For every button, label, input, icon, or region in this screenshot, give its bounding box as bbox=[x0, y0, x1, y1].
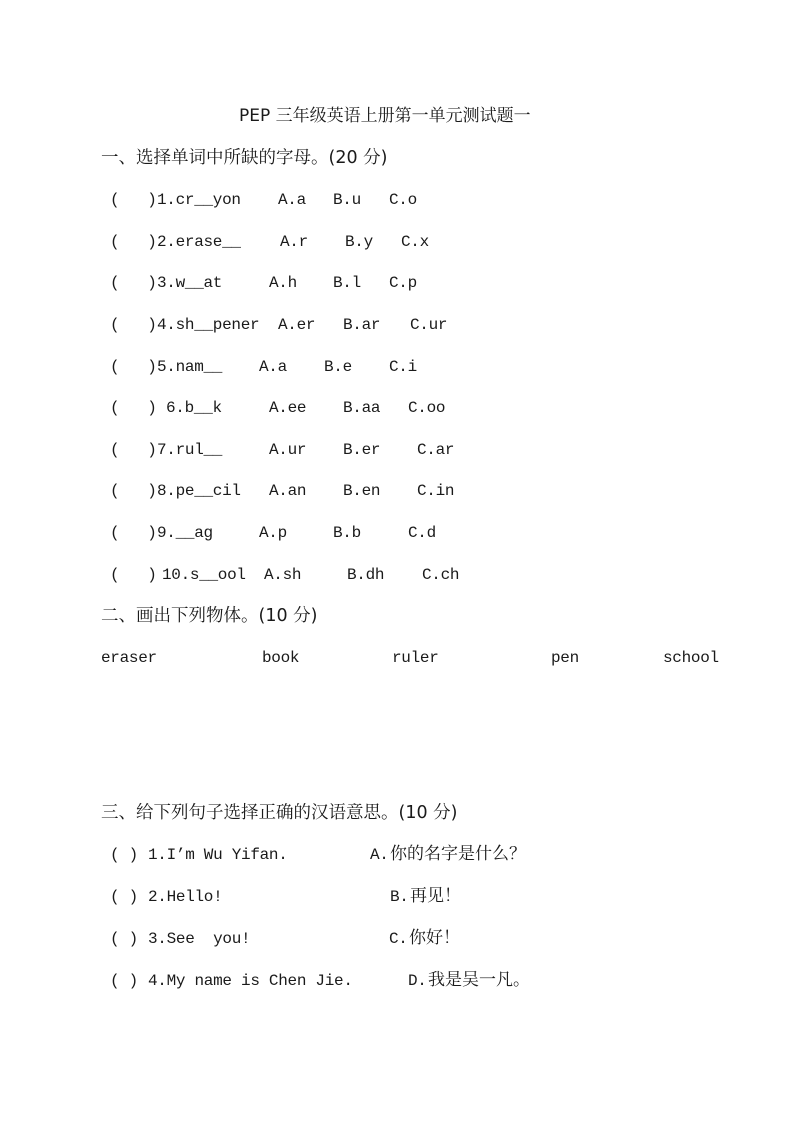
draw-word-ruler: ruler bbox=[392, 649, 439, 667]
english-sentence: 2.Hello! bbox=[148, 888, 223, 906]
option-a: A.sh bbox=[264, 566, 302, 584]
option-c: C.p bbox=[389, 274, 417, 292]
chinese-meaning: 你的名字是什么？ bbox=[390, 844, 526, 864]
answer-blank[interactable]: ( ) bbox=[110, 888, 138, 906]
question-word: 3.w__at bbox=[157, 274, 223, 292]
option-a: A.er bbox=[278, 316, 316, 334]
answer-blank[interactable]: ( ) bbox=[110, 191, 157, 209]
option-letter: B. bbox=[390, 888, 409, 906]
option-a: A.p bbox=[259, 524, 287, 542]
section-1-heading: 一、选择单词中所缺的字母。(20 分) bbox=[101, 148, 388, 168]
option-c: C.d bbox=[408, 524, 436, 542]
option-a: A.an bbox=[269, 482, 307, 500]
question-word: 7.rul__ bbox=[157, 441, 223, 459]
answer-blank[interactable]: ( ) bbox=[110, 274, 157, 292]
answer-blank[interactable]: ( ) bbox=[110, 846, 138, 864]
question-word: 9.__ag bbox=[157, 524, 213, 542]
option-b: B.en bbox=[343, 482, 381, 500]
answer-blank[interactable]: ( ) bbox=[110, 399, 157, 417]
question-word: 2.erase__ bbox=[157, 233, 241, 251]
answer-blank[interactable]: ( ) bbox=[110, 930, 138, 948]
option-b: B.er bbox=[343, 441, 381, 459]
option-a: A.h bbox=[269, 274, 297, 292]
option-c: C.ch bbox=[422, 566, 460, 584]
section-2-heading: 二、画出下列物体。(10 分) bbox=[101, 606, 318, 626]
option-b: B.l bbox=[333, 274, 361, 292]
option-c: C.o bbox=[389, 191, 417, 209]
answer-blank[interactable]: ( ) bbox=[110, 316, 157, 334]
answer-blank[interactable]: ( ) bbox=[110, 233, 157, 251]
option-c: C.ar bbox=[417, 441, 455, 459]
answer-blank[interactable]: ( ) bbox=[110, 972, 138, 990]
chinese-meaning: 再见！ bbox=[410, 886, 461, 906]
page-title: PEP 三年级英语上册第一单元测试题一 bbox=[239, 106, 531, 126]
option-b: B.ar bbox=[343, 316, 381, 334]
option-a: A.r bbox=[280, 233, 308, 251]
question-word: 10.s__ool bbox=[162, 566, 246, 584]
question-word: 1.cr__yon bbox=[157, 191, 241, 209]
option-c: C.in bbox=[417, 482, 455, 500]
draw-word-book: book bbox=[262, 649, 300, 667]
option-c: C.x bbox=[401, 233, 429, 251]
option-letter: C. bbox=[389, 930, 408, 948]
chinese-meaning: 我是吴一凡。 bbox=[428, 970, 530, 990]
question-word: 8.pe__cil bbox=[157, 482, 241, 500]
option-b: B.b bbox=[333, 524, 361, 542]
option-b: B.u bbox=[333, 191, 361, 209]
option-letter: D. bbox=[408, 972, 427, 990]
option-a: A.a bbox=[278, 191, 306, 209]
option-a: A.ee bbox=[269, 399, 307, 417]
answer-blank[interactable]: ( ) bbox=[110, 482, 157, 500]
option-letter: A. bbox=[370, 846, 389, 864]
option-c: C.i bbox=[389, 358, 417, 376]
english-sentence: 4.My name is Chen Jie. bbox=[148, 972, 353, 990]
chinese-meaning: 你好！ bbox=[409, 928, 460, 948]
english-sentence: 3.See you! bbox=[148, 930, 251, 948]
option-a: A.ur bbox=[269, 441, 307, 459]
draw-word-pen: pen bbox=[551, 649, 579, 667]
option-b: B.aa bbox=[343, 399, 381, 417]
section-3-heading: 三、给下列句子选择正确的汉语意思。(10 分) bbox=[101, 803, 458, 823]
option-b: B.y bbox=[345, 233, 373, 251]
draw-word-school: school bbox=[663, 649, 719, 667]
option-c: C.ur bbox=[410, 316, 448, 334]
question-word: 6.b__k bbox=[166, 399, 222, 417]
answer-blank[interactable]: ( ) bbox=[110, 566, 157, 584]
english-sentence: 1.I’m Wu Yifan. bbox=[148, 846, 288, 864]
question-word: 5.nam__ bbox=[157, 358, 223, 376]
question-word: 4.sh__pener bbox=[157, 316, 260, 334]
option-c: C.oo bbox=[408, 399, 446, 417]
option-b: B.dh bbox=[347, 566, 385, 584]
answer-blank[interactable]: ( ) bbox=[110, 358, 157, 376]
option-a: A.a bbox=[259, 358, 287, 376]
option-b: B.e bbox=[324, 358, 352, 376]
answer-blank[interactable]: ( ) bbox=[110, 441, 157, 459]
answer-blank[interactable]: ( ) bbox=[110, 524, 157, 542]
draw-word-eraser: eraser bbox=[101, 649, 157, 667]
